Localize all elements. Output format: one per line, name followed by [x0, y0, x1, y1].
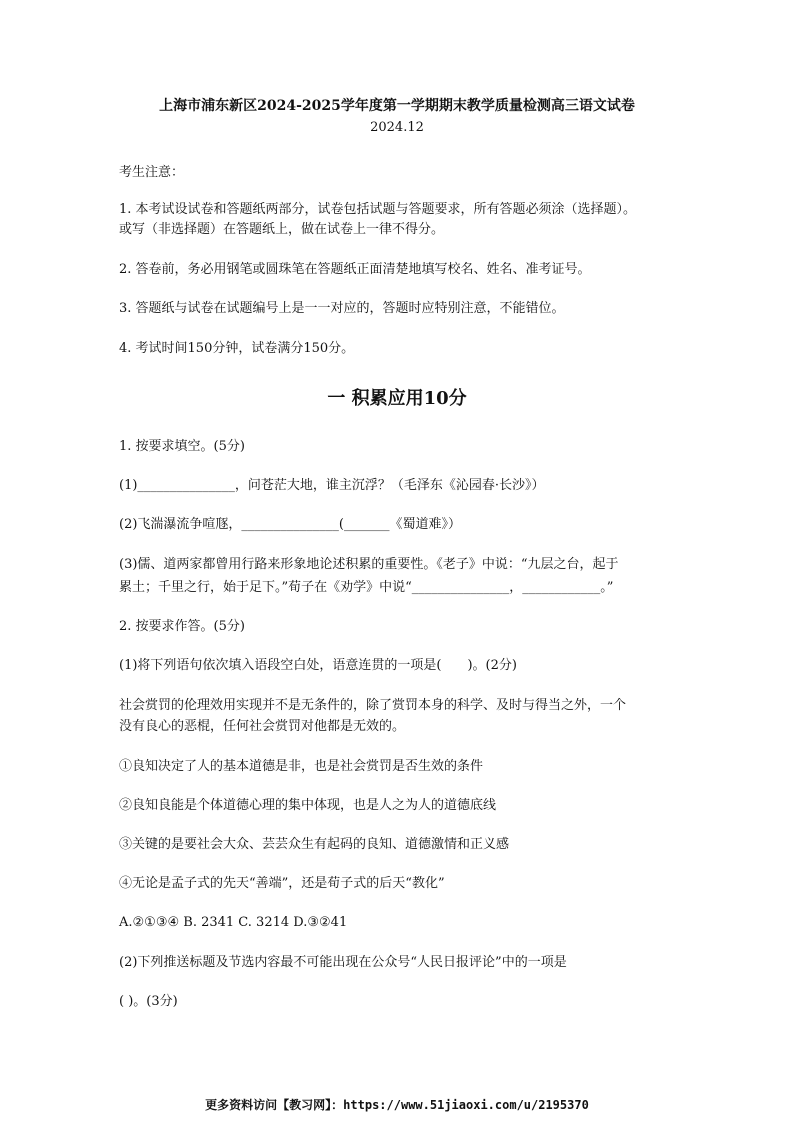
option-4: ④无论是孟子式的先天“善端”，还是荀子式的后天“教化”: [119, 876, 445, 891]
option-3: ③关键的是要社会大众、芸芸众生有起码的良知、道德激情和正义感: [119, 837, 510, 852]
notice-item-4: 4. 考试时间150分钟，试卷满分150分。: [119, 341, 355, 356]
notice-item-1-cont: 或写（非选择题）在答题纸上，做在试卷上一律不得分。: [119, 222, 445, 237]
question-1-item-3-line-2: 累土；千里之行，始于足下。”荀子在《劝学》中说“_______________，____________。”: [119, 580, 614, 595]
option-2: ②良知良能是个体道德心理的集中体现，也是人之为人的道德底线: [119, 798, 497, 813]
notice-item-3: 3. 答题纸与试卷在试题编号上是一一对应的，答题时应特别注意，不能错位。: [119, 301, 565, 316]
question-1-stem: 1. 按要求填空。(5分): [119, 439, 245, 454]
notice-item-2: 2. 答卷前，务必用钢笔或圆珠笔在答题纸正面清楚地填写校名、姓名、准考证号。: [119, 262, 591, 277]
question-2-sub-2-line-2: ( )。(3分): [119, 994, 178, 1009]
section-title: 一 积累应用10分: [327, 388, 467, 409]
question-2-stem: 2. 按要求作答。(5分): [119, 619, 245, 634]
question-2-sub-1: (1)将下列语句依次填入语段空白处，语意连贯的一项是( )。(2分): [119, 658, 517, 673]
exam-date: 2024.12: [370, 120, 424, 135]
question-1-item-3-line-1: (3)儒、道两家都曾用行路来形象地论述积累的重要性。《老子》中说：“九层之台，起于: [119, 557, 619, 572]
notice-item-1: 1. 本考试设试卷和答题纸两部分，试卷包括试题与答题要求，所有答题必须涂（选择题）。: [119, 202, 637, 217]
question-2-sub-2-line-1: (2)下列推送标题及节选内容最不可能出现在公众号“人民日报评论”中的一项是: [119, 955, 567, 970]
option-1: ①良知决定了人的基本道德是非，也是社会赏罚是否生效的条件: [119, 759, 484, 774]
passage-line-1: 社会赏罚的伦理效用实现并不是无条件的，除了赏罚本身的科学、及时与得当之外，一个: [119, 698, 627, 713]
passage-line-2: 没有良心的恶棍，任何社会赏罚对他都是无效的。: [119, 719, 406, 734]
notice-heading: 考生注意：: [119, 165, 185, 180]
footer-link[interactable]: 更多资料访问【教习网】：https://www.51jiaoxi.com/u/2195370: [205, 1098, 589, 1112]
exam-title: 上海市浦东新区2024-2025学年度第一学期期末教学质量检测高三语文试卷: [159, 98, 635, 114]
answer-choices: A.②①③④ B. 2341 C. 3214 D.③②41: [119, 915, 348, 930]
question-1-item-1: (1)_______________，问苍茫大地，谁主沉浮？（毛泽东《沁园春·长沙》）: [119, 478, 545, 493]
question-1-item-2: (2)飞湍瀑流争喧豗，_______________(_______《蜀道难》）: [119, 517, 461, 532]
